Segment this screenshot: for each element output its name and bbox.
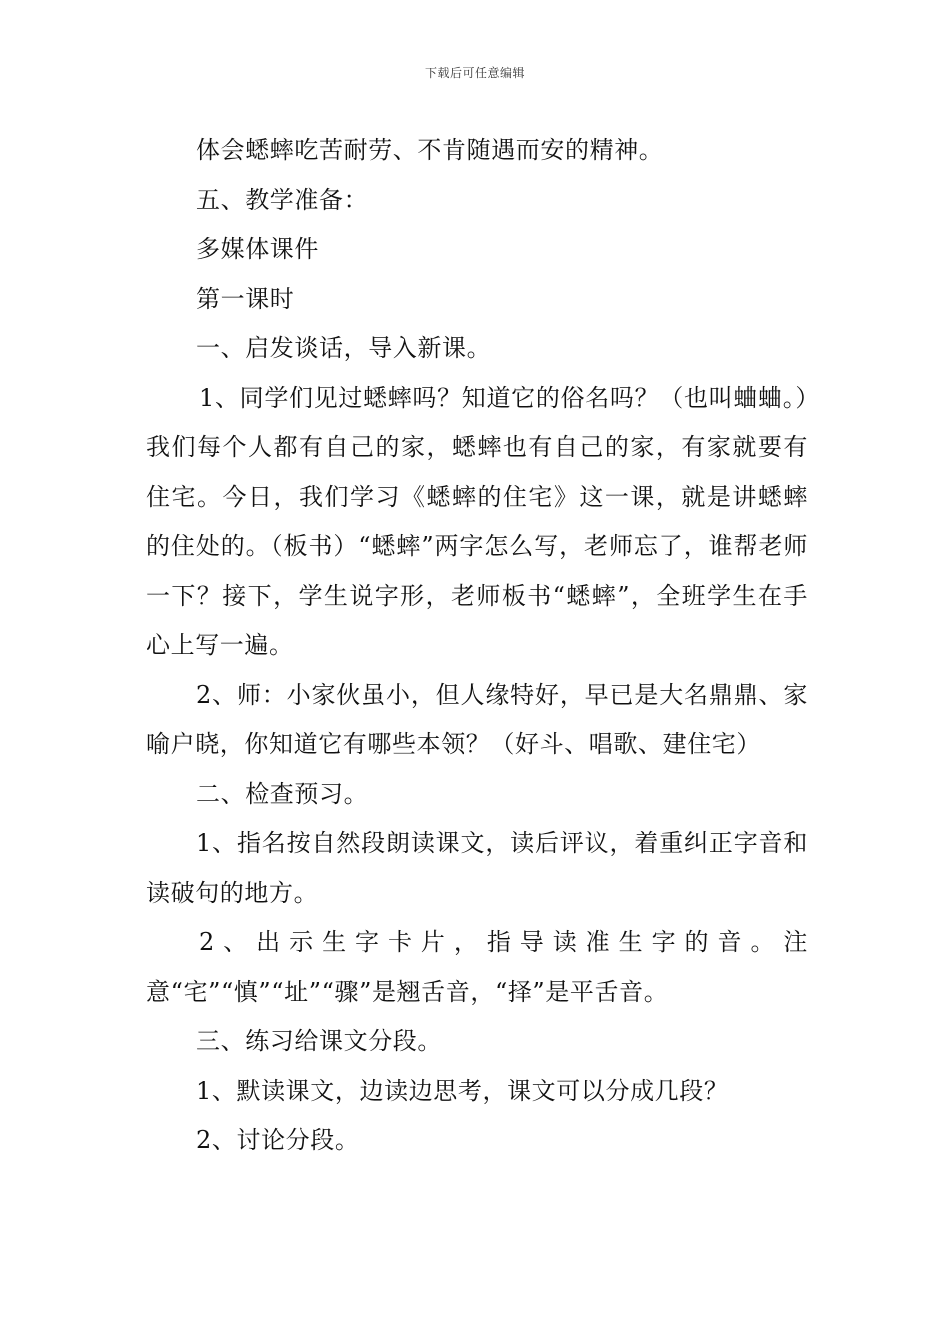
document-body (146, 126, 808, 1166)
paragraph: 多媒体课件 (196, 235, 319, 263)
paragraph: 2、师：小家伙虽小，但人缘特好，早已是大名鼎鼎、家喻户晓，你知道它有哪些本领？（好斗、唱歌、建住宅） (146, 680, 808, 758)
section-heading: 五、教学准备： (196, 185, 369, 214)
section-heading: 二、检查预习。 (196, 779, 369, 808)
lesson-heading: 第一课时 (196, 284, 295, 313)
paragraph: 体会蟋蟀吃苦耐劳、不肯随遇而安的精神。 (196, 136, 664, 164)
paragraph: 2、讨论分段。 (196, 1126, 360, 1154)
section-heading: 一、启发谈话，导入新课。 (196, 334, 492, 362)
paragraph: 2、出示生字卡片，指导读准生字的音。注意“宅”“慎”“址”“骤”是翘舌音，“择”是平舌音。 (146, 928, 808, 1006)
paragraph: 1、同学们见过蟋蟀吗？知道它的俗名吗？（也叫蛐蛐。）我们每个人都有自己的家，蟋蟀也有自己的家，有家就要有住宅。今日，我们学习《蟋蟀的住宅》这一课，就是讲蟋蟀的住处的。（板书）“蟋蟀”两字怎么写，老师忘了，谁帮老师一下？接下，学生说字形，老师板书“蟋蟀”，全班学生在手心上写一遍。 (146, 383, 808, 659)
paragraph: 1、指名按自然段朗读课文，读后评议，着重纠正字音和读破句的地方。 (146, 829, 808, 907)
section-heading: 三、练习给课文分段。 (196, 1027, 442, 1055)
paragraph: 1、默读课文，边读边思考，课文可以分成几段？ (196, 1076, 729, 1105)
page-header: 下载后可任意编辑 (424, 66, 525, 80)
